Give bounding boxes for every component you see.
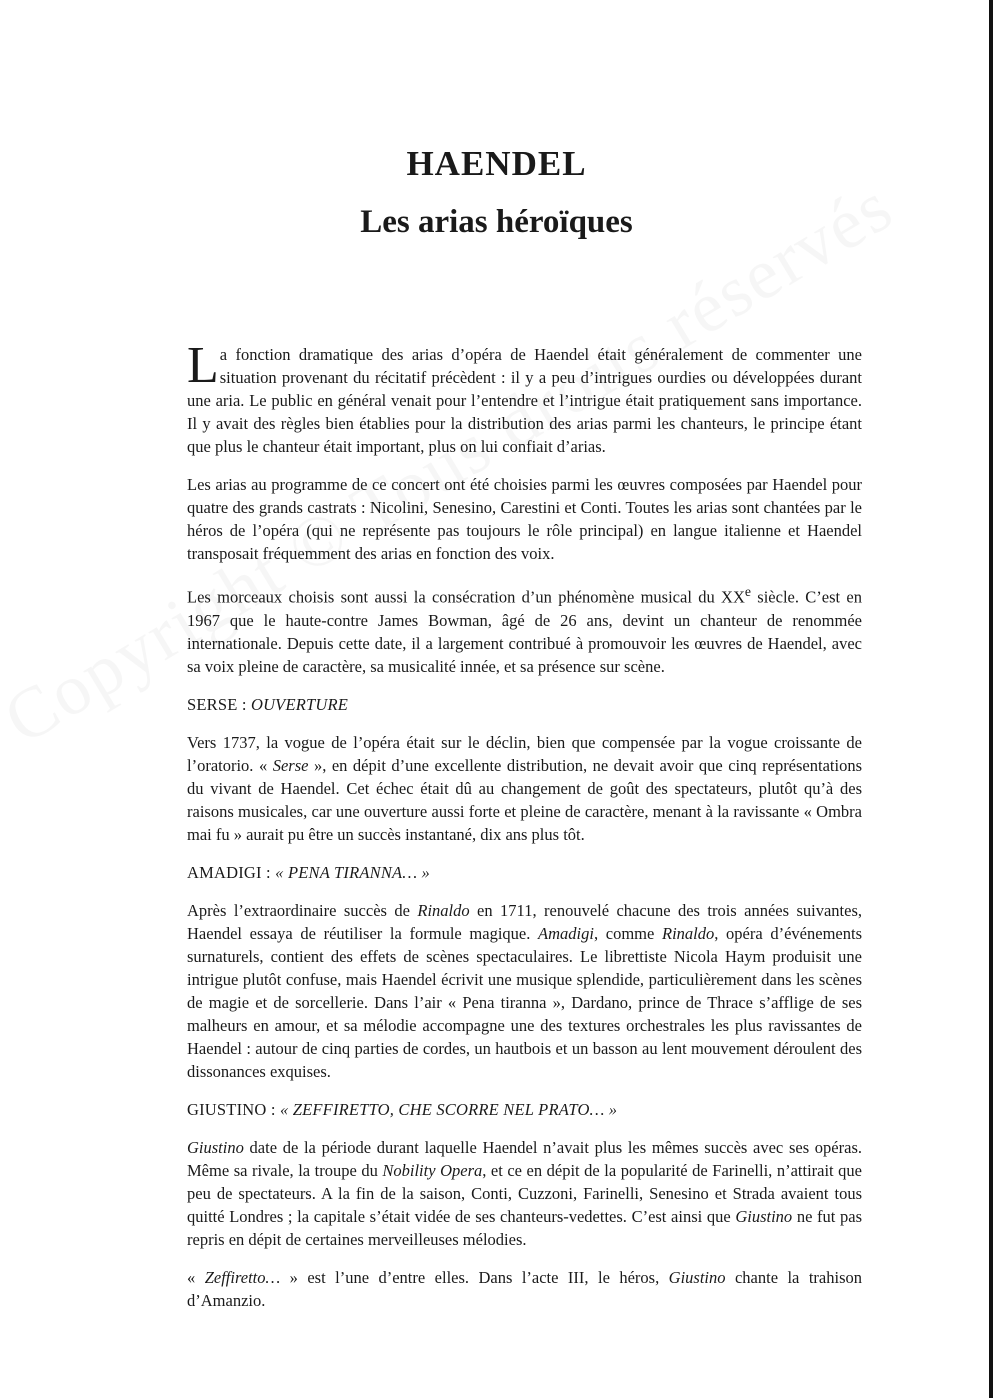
section-heading-giustino	[187, 1098, 862, 1121]
title-block	[0, 140, 993, 246]
page-subtitle: Les arias héroïques	[360, 204, 633, 240]
intro-paragraph-3	[187, 580, 862, 678]
text-run: en 1711, renouvelé chacune des trois années suivantes, Haendel essaya de réutiliser la formule magique.	[187, 900, 862, 943]
intro-paragraph-2: Les arias au programme de ce concert ont été choisies parmi les œuvres composées par Haendel pour quatre des grands castrats : Nicolini, Senesino, Carestini et Conti. Toutes les arias sont chantées par le héros de l’opéra (qui ne représente pas toujours le rôle principal) en langue italienne et Haendel transposait fréquemment des arias en fonction des voix.	[187, 475, 862, 563]
giustino-paragraph-1	[187, 1136, 862, 1251]
intro-paragraph-3-text: Les morceaux choisis sont aussi la consécration d’un phénomène musical du XX	[187, 587, 745, 607]
opera-name: SERSE :	[187, 694, 251, 714]
century-superscript: e	[744, 584, 751, 599]
text-run: Vers 1737, la vogue de l’opéra était sur le déclin, bien que compensée par la vogue croissante de l’oratorio. «	[187, 732, 862, 775]
page-title: HAENDEL	[406, 144, 587, 183]
italic-run: Rinaldo	[417, 900, 470, 920]
intro-paragraph-1	[187, 337, 862, 458]
aria-title: « PENA TIRANNA… »	[275, 862, 430, 882]
article-body	[187, 337, 863, 1327]
text-run: Après l’extraordinaire succès de	[187, 900, 418, 920]
italic-run: Rinaldo	[662, 923, 715, 943]
text-run: «	[187, 1267, 205, 1287]
aria-title: « ZEFFIRETTO, CHE SCORRE NEL PRATO… »	[279, 1099, 618, 1119]
section-heading-amadigi	[187, 861, 862, 884]
italic-run: Amadigi	[538, 923, 594, 943]
section-heading-serse	[187, 693, 862, 716]
italic-run: Nobility Opera	[382, 1160, 483, 1180]
intro-paragraph-3-text-end: siècle. C’est en 1967 que le haute-contre James Bowman, âgé de 26 ans, devint un chanteur de renommée internationale. Depuis cette date, il a largement contribué à promouvoir les œuvres de Haendel, avec sa voix pleine de caractère, sa musicalité innée, et sa présence sur scène.	[187, 587, 863, 676]
giustino-paragraph-2	[187, 1266, 862, 1312]
text-run: date de la période durant laquelle Haendel n’avait plus les mêmes succès avec ses opéras. Même sa rivale, la troupe du	[187, 1137, 862, 1180]
drop-cap: L	[187, 337, 219, 394]
text-run: », en dépit d’une excellente distribution, ne devait avoir que cinq représentations du vivant de Haendel. Cet échec était dû au changement de goût des spectateurs, plutôt qu’à des raisons musicales, car une ouverture aussi forte et pleine de caractère, menant à la ravissante « Ombra mai fu » aurait pu être un succès instantané, dix ans plus tôt.	[187, 755, 862, 844]
italic-run: Serse	[272, 755, 309, 775]
intro-paragraph-1-text: a fonction dramatique des arias d’opéra de Haendel était généralement de commenter une situation provenant du récitatif précèdent : il y a peu d’intrigues ourdies ou développées durant une aria. Le public en général venait pour l’entendre et l’intrigue était pratiquement sans importance. Il y avait des règles bien établies pour la distribution des arias parmi les chanteurs, le principe étant que plus le chanteur était important, plus on lui confiait d’arias.	[187, 345, 862, 456]
opera-name: GIUSTINO :	[187, 1099, 280, 1119]
opera-name: AMADIGI :	[187, 862, 276, 882]
italic-run: Giustino	[668, 1267, 726, 1287]
text-run: , et ce en dépit de la popularité de Farinelli, n’attirait que peu de spectateurs. A la fin de la saison, Conti, Cuzzoni, Farinelli, Senesino et Strada avaient tous quitté Londres ; la capitale s’était vidée de ses chanteurs-vedettes. C’est ainsi que	[187, 1160, 863, 1226]
italic-run: Giustino	[735, 1206, 793, 1226]
text-run: , opéra d’événements surnaturels, contient des effets de scènes spectaculaires. Le librettiste Nicola Haym produisit une intrigue plutôt confuse, mais Haendel écrivit une musique splendide, particulièrement dans les scènes de magie et de sorcellerie. Dans l’air « Pena tiranna », Dardano, prince de Thrace s’afflige de ses malheurs en amour, et sa mélodie accompagne une des textures orchestrales les plus ravissantes de Haendel : autour de cinq parties de cordes, un hautbois et un basson au lent mouvement déroulent des dissonances exquises.	[187, 923, 862, 1081]
text-run: » est l’une d’entre elles. Dans l’acte III, le héros,	[280, 1267, 669, 1287]
serse-paragraph	[187, 731, 862, 846]
text-run: chante la trahison d’Amanzio.	[187, 1267, 862, 1310]
text-run: , comme	[593, 923, 662, 943]
text-run: ne fut pas repris en dépit de certaines merveilleuses mélodies.	[187, 1206, 863, 1249]
italic-run: Giustino	[187, 1137, 244, 1157]
aria-title: OUVERTURE	[250, 694, 349, 714]
amadigi-paragraph	[187, 899, 862, 1083]
italic-run: Zeffiretto…	[204, 1267, 281, 1287]
